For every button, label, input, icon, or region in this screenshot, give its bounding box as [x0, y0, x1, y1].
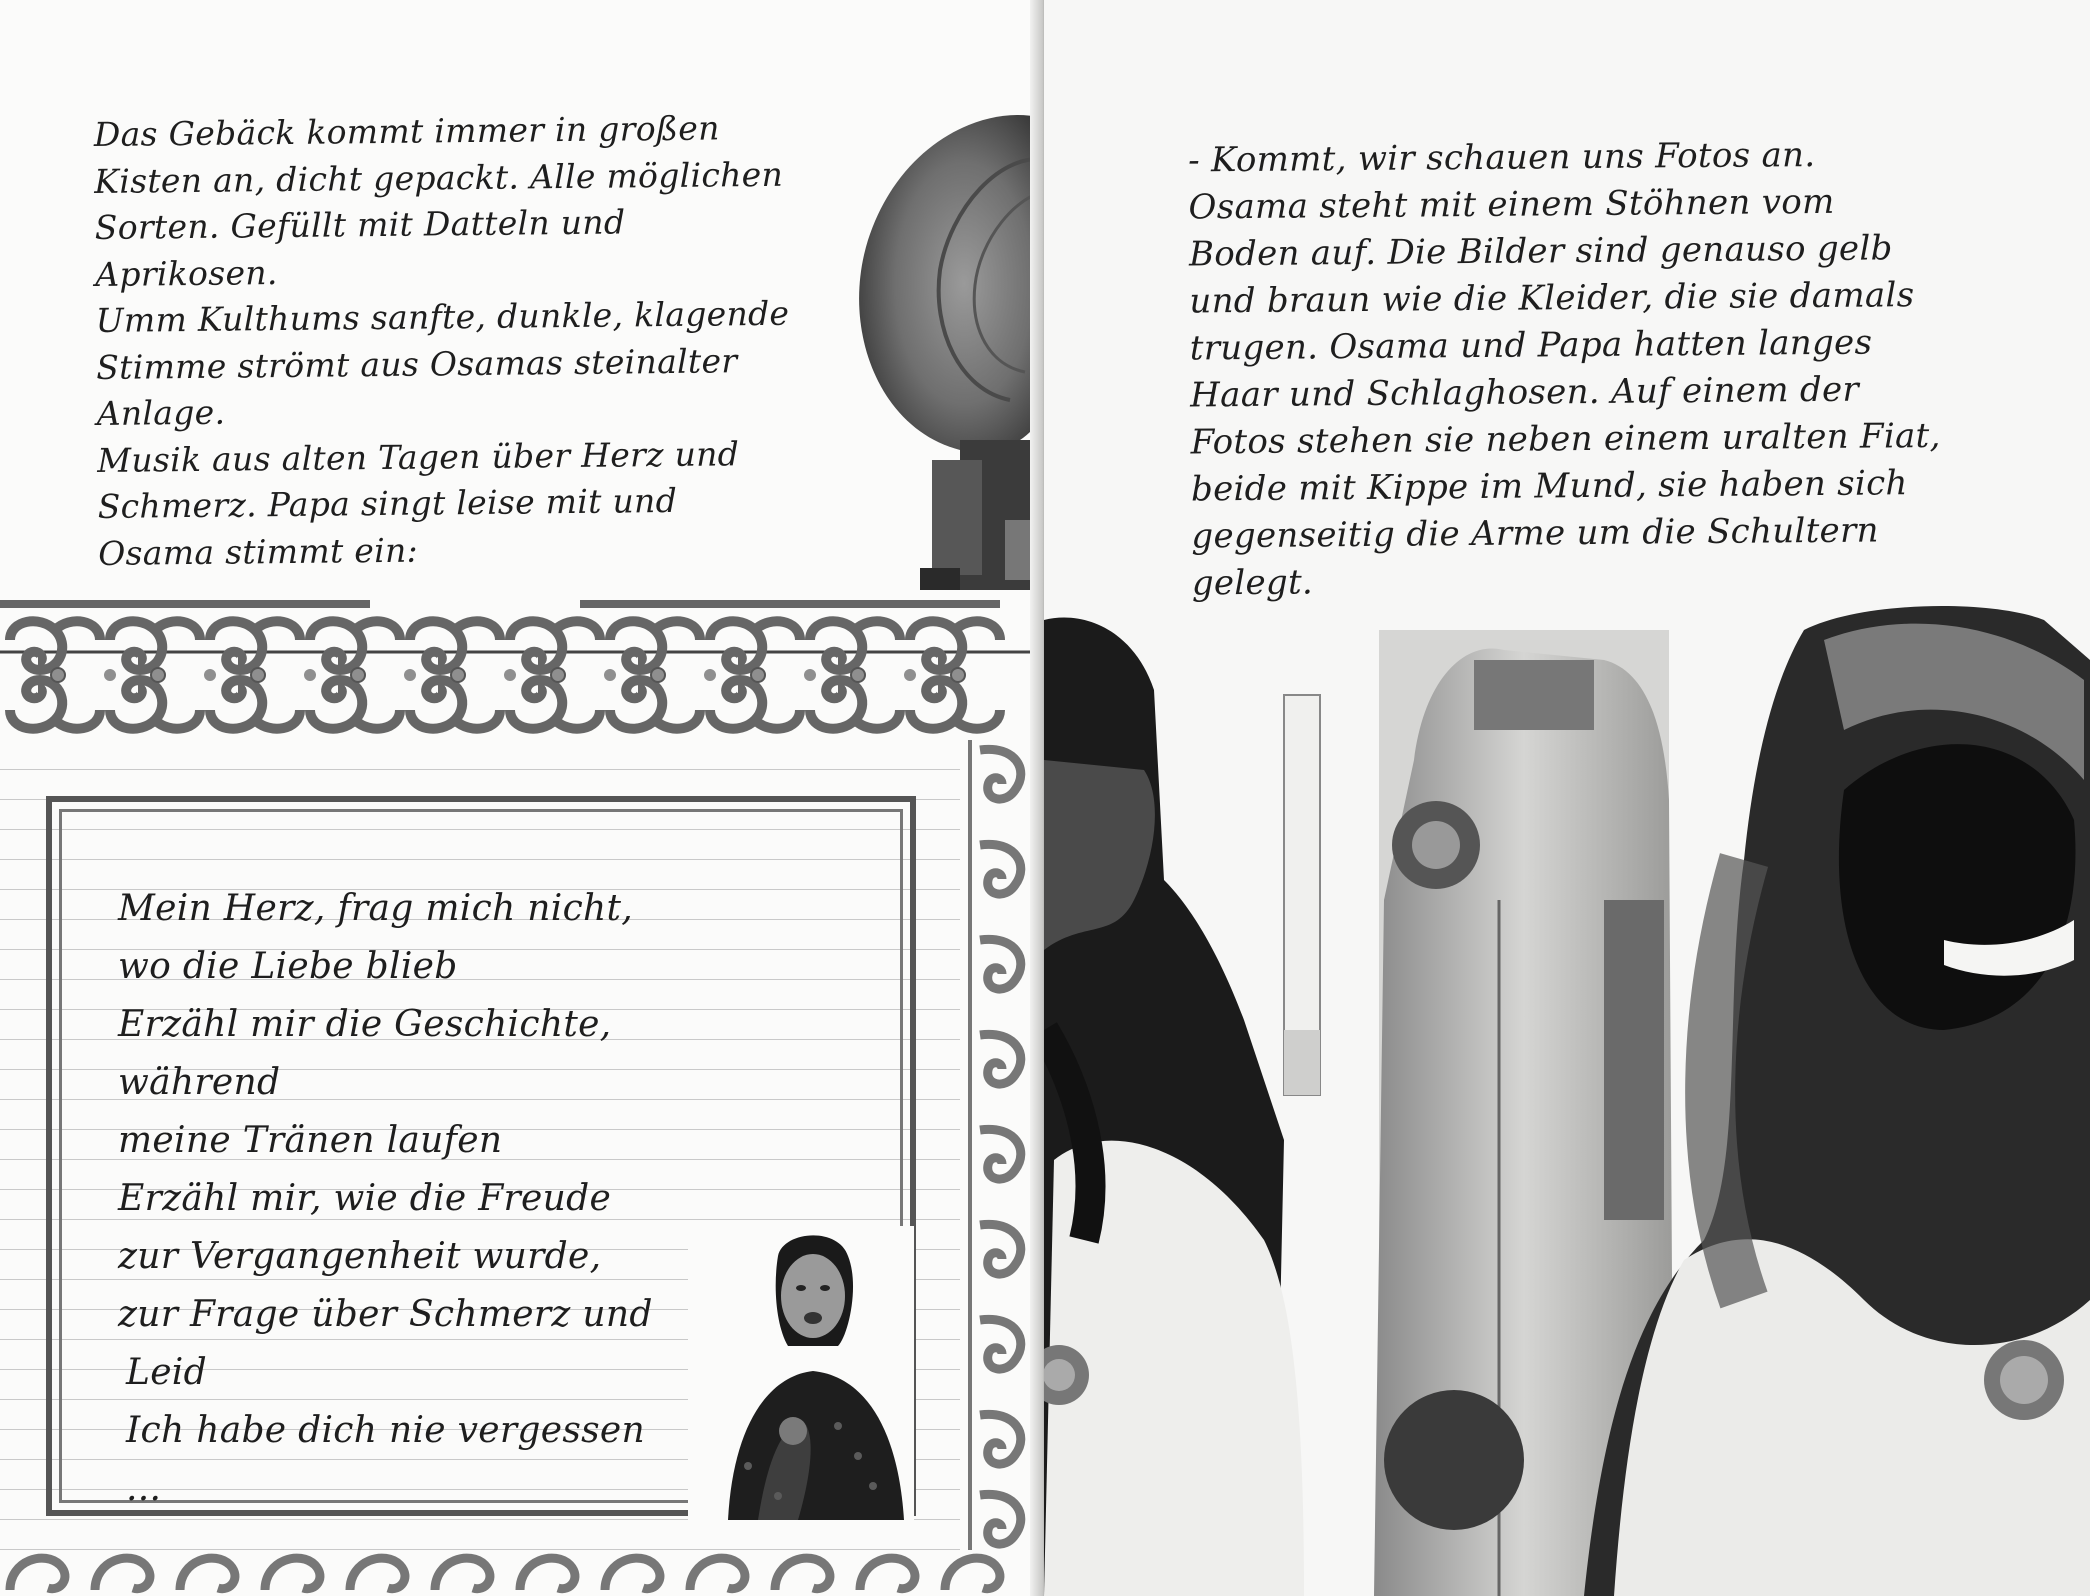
poem-line: Ich habe dich nie vergessen — [126, 1410, 645, 1451]
left-paragraph-line: Aprikosen. — [95, 252, 278, 294]
photo-collage — [1044, 600, 2090, 1596]
poem-line: ... — [126, 1468, 162, 1509]
ornament-border-side — [960, 740, 1040, 1550]
poem-line: wo die Liebe blieb — [118, 946, 458, 987]
right-paragraph-line: Haar und Schlaghosen. Auf einem der — [1190, 369, 1860, 416]
gramophone-illustration — [840, 100, 1040, 600]
right-paragraph-line: Osama steht mit einem Stöhnen vom — [1188, 181, 1835, 228]
ornament-border-bottom — [0, 1540, 1040, 1596]
poem-line: Mein Herz, frag mich nicht, — [118, 888, 634, 929]
right-paragraph-line: und braun wie die Kleider, die sie damals — [1189, 275, 1915, 322]
right-paragraph-line: gelegt. — [1191, 562, 1314, 604]
poem-line: Erzähl mir, wie die Freude — [118, 1178, 612, 1219]
right-paragraph-line: Boden auf. Die Bilder sind genauso gelb — [1188, 228, 1893, 275]
poem-line: zur Frage über Schmerz und — [118, 1294, 653, 1335]
right-paragraph-line: Fotos stehen sie neben einem uralten Fiat, — [1190, 415, 1941, 463]
left-page — [0, 0, 1040, 1596]
left-paragraph-line: Kisten an, dicht gepackt. Alle möglichen — [94, 154, 784, 201]
poem — [118, 880, 738, 1518]
singer-photo — [688, 1226, 914, 1520]
person-left-photo — [1044, 618, 1304, 1596]
left-paragraph-line: Das Gebäck kommt immer in großen — [93, 108, 720, 154]
left-paragraph-line: Anlage. — [96, 392, 226, 433]
right-paragraph-line: - Kommt, wir schauen uns Fotos an. — [1187, 135, 1816, 181]
left-paragraph-line: Musik aus alten Tagen über Herz und — [97, 433, 740, 480]
cigarette-illustration — [1284, 695, 1320, 1095]
left-paragraph-line: Osama stimmt ein: — [98, 530, 419, 573]
left-paragraph-line: Umm Kulthums sanfte, dunkle, klagende — [95, 293, 790, 340]
left-paragraph — [94, 104, 859, 577]
right-paragraph-line: beide mit Kippe im Mund, sie haben sich — [1190, 463, 1908, 510]
poem-line: zur Vergangenheit wurde, — [118, 1236, 602, 1277]
right-paragraph — [1188, 131, 1992, 608]
left-paragraph-line: Schmerz. Papa singt leise mit und — [97, 480, 678, 526]
poem-line: Leid — [126, 1352, 207, 1393]
right-paragraph-line: trugen. Osama und Papa hatten langes — [1189, 322, 1873, 369]
poem-line: Erzähl mir die Geschichte, — [118, 1004, 612, 1045]
right-paragraph-line: gegenseitig die Arme um die Schultern — [1191, 510, 1879, 557]
poem-line: meine Tränen laufen — [118, 1120, 503, 1161]
ornament-border-top — [0, 600, 1040, 750]
left-paragraph-line: Sorten. Gefüllt mit Datteln und — [94, 202, 626, 247]
left-paragraph-line: Stimme strömt aus Osamas steinalter — [96, 340, 738, 387]
poem-line: während — [118, 1062, 281, 1103]
